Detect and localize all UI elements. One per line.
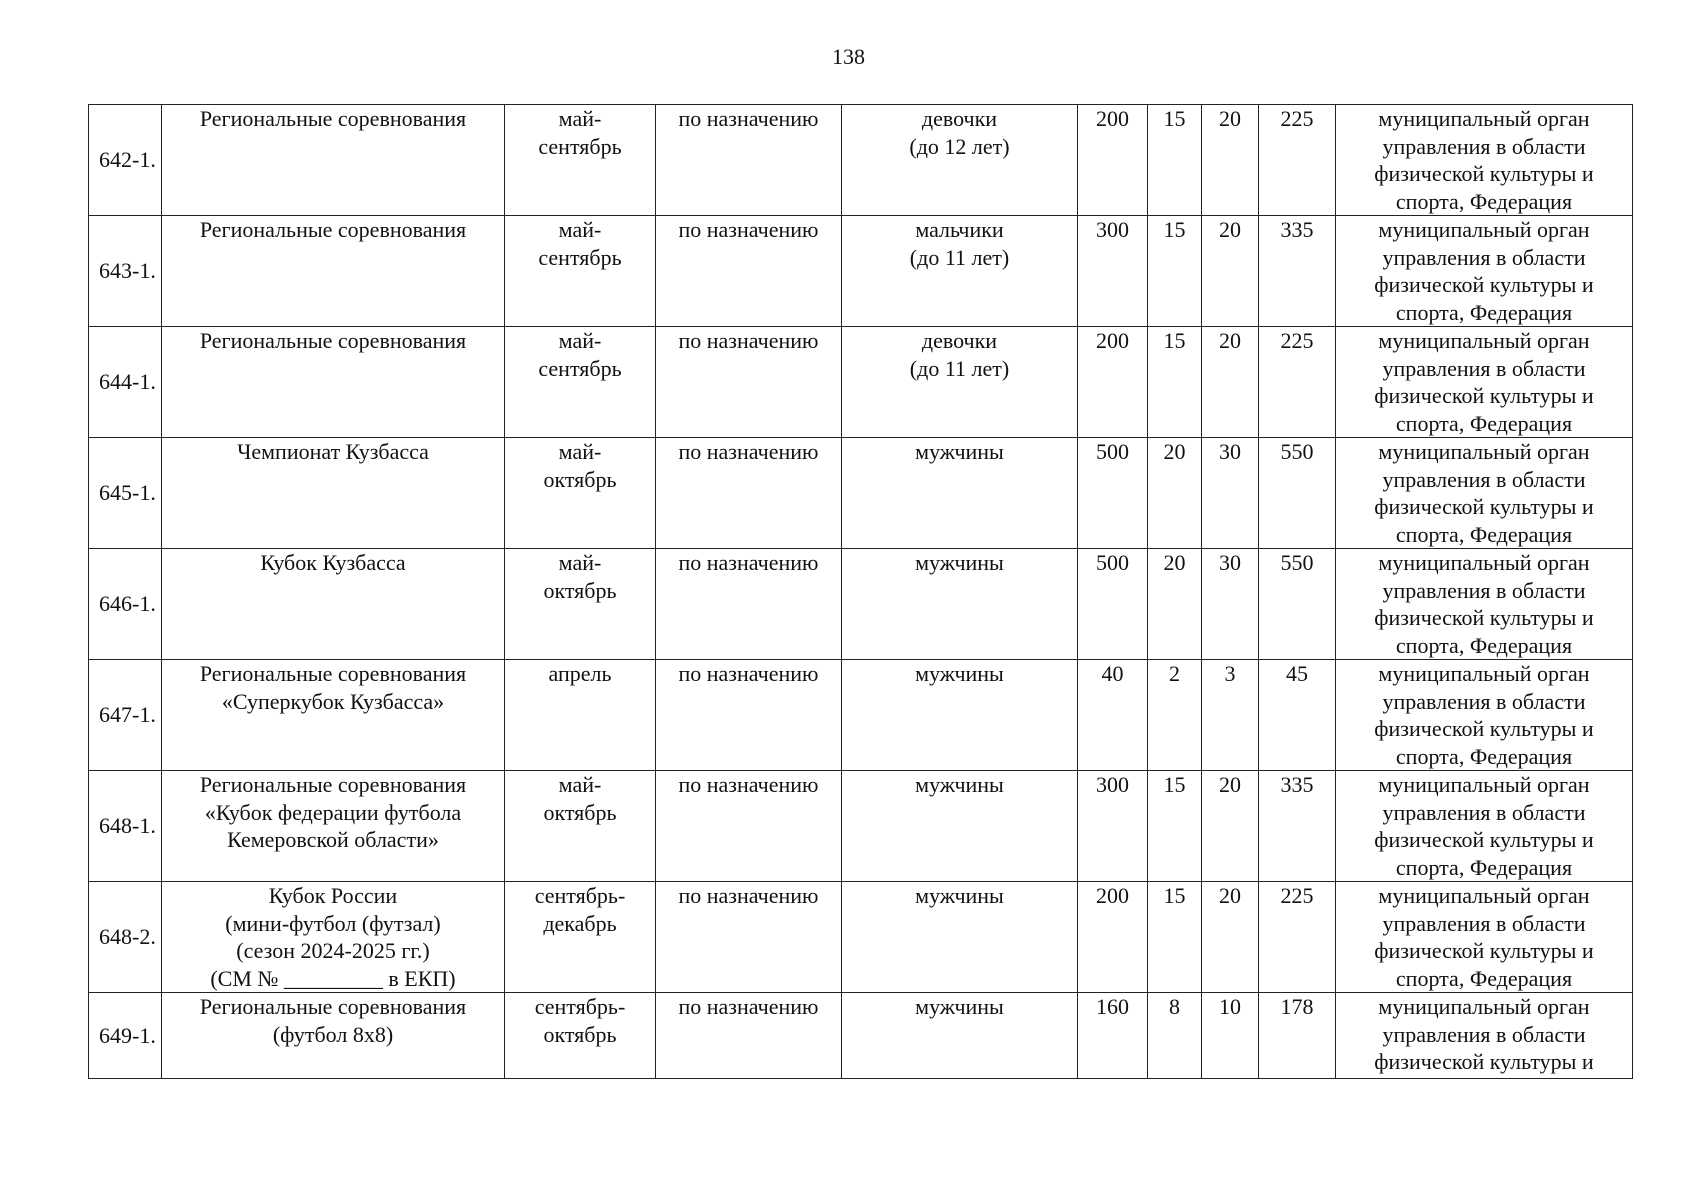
count-participants: 300 [1078, 771, 1148, 882]
count-officials: 15 [1148, 216, 1202, 327]
participant-category: девочки (до 12 лет) [842, 105, 1078, 216]
event-dates: май- октябрь [505, 771, 656, 882]
participant-category: мужчины [842, 549, 1078, 660]
organizer: муниципальный орган управления в области физической культуры и спорта, Федерация [1336, 771, 1633, 882]
row-number: 649-1. [89, 993, 162, 1079]
count-officials: 20 [1148, 438, 1202, 549]
event-name: Региональные соревнования [162, 105, 505, 216]
event-place: по назначению [656, 216, 842, 327]
event-dates: май- сентябрь [505, 327, 656, 438]
count-judges: 20 [1202, 216, 1259, 327]
count-judges: 10 [1202, 993, 1259, 1079]
participant-category: мужчины [842, 438, 1078, 549]
events-table [88, 104, 1633, 1079]
organizer: муниципальный орган управления в области физической культуры и [1336, 993, 1633, 1079]
count-judges: 30 [1202, 438, 1259, 549]
count-judges: 30 [1202, 549, 1259, 660]
organizer: муниципальный орган управления в области физической культуры и спорта, Федерация [1336, 660, 1633, 771]
table-row [89, 105, 1633, 216]
event-place: по назначению [656, 771, 842, 882]
event-place: по назначению [656, 882, 842, 993]
table-row [89, 216, 1633, 327]
row-number: 642-1. [89, 105, 162, 216]
count-officials: 2 [1148, 660, 1202, 771]
table-row [89, 882, 1633, 993]
event-dates: май- сентябрь [505, 216, 656, 327]
row-number: 646-1. [89, 549, 162, 660]
event-place: по назначению [656, 327, 842, 438]
count-officials: 8 [1148, 993, 1202, 1079]
organizer: муниципальный орган управления в области физической культуры и спорта, Федерация [1336, 105, 1633, 216]
event-name: Региональные соревнования (футбол 8х8) [162, 993, 505, 1079]
event-dates: сентябрь- октябрь [505, 993, 656, 1079]
event-dates: май- сентябрь [505, 105, 656, 216]
event-name: Кубок России (мини-футбол (футзал) (сезон 2024-2025 гг.) (СМ № _________ в ЕКП) [162, 882, 505, 993]
count-officials: 15 [1148, 105, 1202, 216]
row-number: 647-1. [89, 660, 162, 771]
event-dates: май- октябрь [505, 438, 656, 549]
table-row [89, 549, 1633, 660]
table-row [89, 438, 1633, 549]
count-officials: 20 [1148, 549, 1202, 660]
count-judges: 20 [1202, 771, 1259, 882]
table-row [89, 771, 1633, 882]
table-row [89, 993, 1633, 1079]
organizer: муниципальный орган управления в области физической культуры и спорта, Федерация [1336, 438, 1633, 549]
count-participants: 300 [1078, 216, 1148, 327]
count-total: 225 [1259, 882, 1336, 993]
count-participants: 200 [1078, 882, 1148, 993]
count-participants: 200 [1078, 327, 1148, 438]
table-row [89, 327, 1633, 438]
count-participants: 40 [1078, 660, 1148, 771]
event-dates: сентябрь- декабрь [505, 882, 656, 993]
count-total: 225 [1259, 327, 1336, 438]
count-total: 550 [1259, 438, 1336, 549]
count-participants: 200 [1078, 105, 1148, 216]
count-judges: 20 [1202, 327, 1259, 438]
count-officials: 15 [1148, 882, 1202, 993]
count-total: 550 [1259, 549, 1336, 660]
participant-category: мужчины [842, 993, 1078, 1079]
event-dates: май- октябрь [505, 549, 656, 660]
organizer: муниципальный орган управления в области физической культуры и спорта, Федерация [1336, 216, 1633, 327]
table-row [89, 660, 1633, 771]
row-number: 644-1. [89, 327, 162, 438]
row-number: 648-2. [89, 882, 162, 993]
count-judges: 20 [1202, 882, 1259, 993]
participant-category: мужчины [842, 771, 1078, 882]
count-total: 178 [1259, 993, 1336, 1079]
count-participants: 500 [1078, 438, 1148, 549]
event-name: Региональные соревнования «Кубок федерации футбола Кемеровской области» [162, 771, 505, 882]
count-total: 225 [1259, 105, 1336, 216]
page-number: 138 [832, 44, 865, 69]
participant-category: девочки (до 11 лет) [842, 327, 1078, 438]
participant-category: мужчины [842, 882, 1078, 993]
event-name: Региональные соревнования «Суперкубок Кузбасса» [162, 660, 505, 771]
event-name: Региональные соревнования [162, 327, 505, 438]
event-place: по назначению [656, 105, 842, 216]
event-name: Чемпионат Кузбасса [162, 438, 505, 549]
event-place: по назначению [656, 549, 842, 660]
count-judges: 20 [1202, 105, 1259, 216]
count-participants: 500 [1078, 549, 1148, 660]
count-judges: 3 [1202, 660, 1259, 771]
event-name: Региональные соревнования [162, 216, 505, 327]
organizer: муниципальный орган управления в области физической культуры и спорта, Федерация [1336, 549, 1633, 660]
event-place: по назначению [656, 993, 842, 1079]
participant-category: мальчики (до 11 лет) [842, 216, 1078, 327]
count-participants: 160 [1078, 993, 1148, 1079]
row-number: 645-1. [89, 438, 162, 549]
event-place: по назначению [656, 660, 842, 771]
count-total: 335 [1259, 216, 1336, 327]
organizer: муниципальный орган управления в области физической культуры и спорта, Федерация [1336, 327, 1633, 438]
count-officials: 15 [1148, 771, 1202, 882]
count-total: 45 [1259, 660, 1336, 771]
event-dates: апрель [505, 660, 656, 771]
count-officials: 15 [1148, 327, 1202, 438]
row-number: 643-1. [89, 216, 162, 327]
row-number: 648-1. [89, 771, 162, 882]
event-place: по назначению [656, 438, 842, 549]
participant-category: мужчины [842, 660, 1078, 771]
event-name: Кубок Кузбасса [162, 549, 505, 660]
organizer: муниципальный орган управления в области физической культуры и спорта, Федерация [1336, 882, 1633, 993]
count-total: 335 [1259, 771, 1336, 882]
